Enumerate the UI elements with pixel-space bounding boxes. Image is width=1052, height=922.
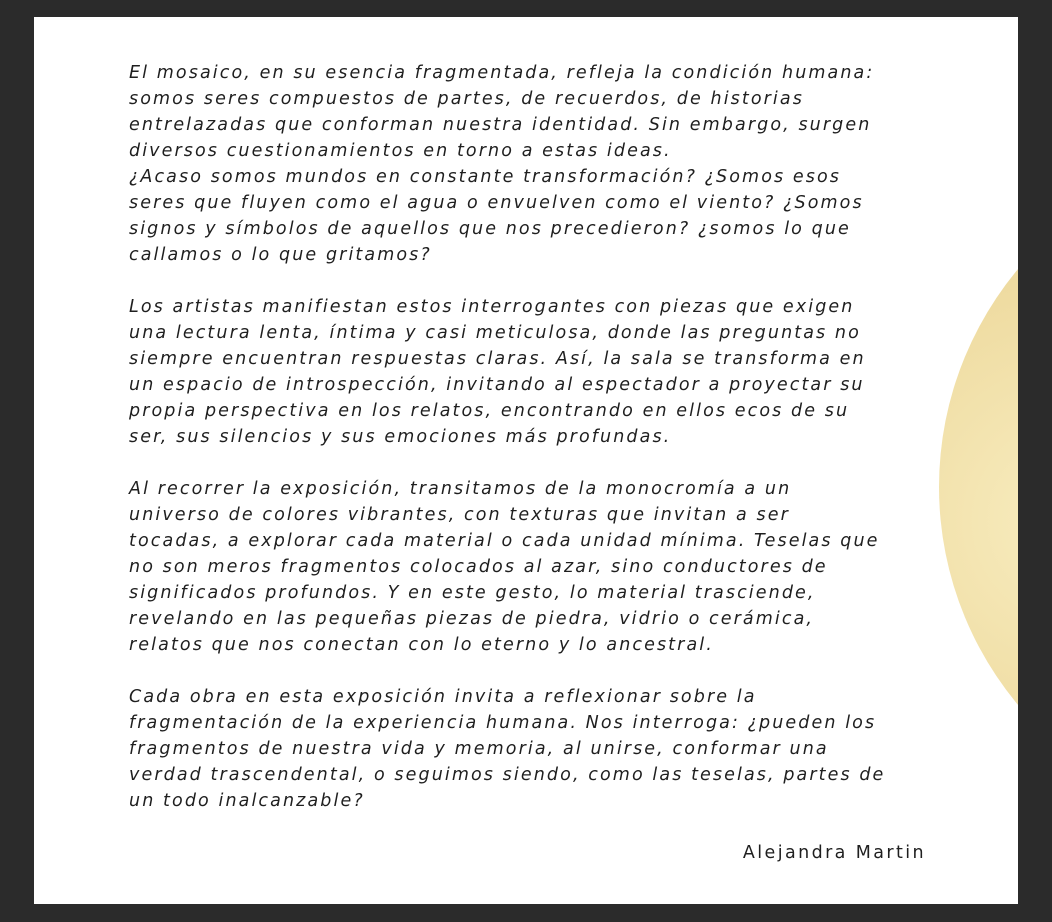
text-line: callamos o lo que gritamos?: [129, 245, 432, 265]
paragraph-1: [129, 60, 929, 268]
text-line: tocadas, a explorar cada material o cada unidad mínima. Teselas que: [129, 531, 880, 551]
text-line: entrelazadas que conforman nuestra identidad. Sin embargo, surgen: [129, 115, 872, 135]
text-line: un todo inalcanzable?: [129, 791, 365, 811]
text-line: fragmentos de nuestra vida y memoria, al unirse, conformar una: [129, 739, 829, 759]
text-line: ser, sus silencios y sus emociones más profundas.: [129, 427, 672, 447]
paragraph-4: [129, 684, 929, 814]
text-line: ¿Acaso somos mundos en constante transformación? ¿Somos esos: [129, 167, 842, 187]
author-signature: Alejandra Martin: [742, 843, 926, 863]
text-line: fragmentación de la experiencia humana. Nos interroga: ¿pueden los: [129, 713, 877, 733]
text-block: [129, 60, 929, 840]
text-line: una lectura lenta, íntima y casi meticulosa, donde las preguntas no: [129, 323, 861, 343]
text-line: relatos que nos conectan con lo eterno y lo ancestral.: [129, 635, 714, 655]
text-line: seres que fluyen como el agua o envuelven como el viento? ¿Somos: [129, 193, 864, 213]
text-line: propia perspectiva en los relatos, encontrando en ellos ecos de su: [129, 401, 850, 421]
text-line: revelando en las pequeñas piezas de piedra, vidrio o cerámica,: [129, 609, 815, 629]
text-line: no son meros fragmentos colocados al azar, sino conductores de: [129, 557, 828, 577]
gold-circle-decoration: [939, 147, 1018, 827]
text-line: universo de colores vibrantes, con texturas que invitan a ser: [129, 505, 790, 525]
text-line: un espacio de introspección, invitando al espectador a proyectar su: [129, 375, 865, 395]
text-line: siempre encuentran respuestas claras. Así, la sala se transforma en: [129, 349, 866, 369]
text-line: verdad trascendental, o seguimos siendo, como las teselas, partes de: [129, 765, 886, 785]
text-line: significados profundos. Y en este gesto, lo material trasciende,: [129, 583, 816, 603]
text-line: Cada obra en esta exposición invita a reflexionar sobre la: [129, 687, 757, 707]
text-line: Los artistas manifiestan estos interrogantes con piezas que exigen: [129, 297, 855, 317]
document-page: [34, 17, 1018, 904]
paragraph-2: [129, 294, 929, 450]
text-line: El mosaico, en su esencia fragmentada, refleja la condición humana:: [129, 63, 875, 83]
text-line: Al recorrer la exposición, transitamos de la monocromía a un: [129, 479, 792, 499]
text-line: somos seres compuestos de partes, de recuerdos, de historias: [129, 89, 804, 109]
text-line: signos y símbolos de aquellos que nos precedieron? ¿somos lo que: [129, 219, 851, 239]
paragraph-3: [129, 476, 929, 658]
text-line: diversos cuestionamientos en torno a estas ideas.: [129, 141, 672, 161]
